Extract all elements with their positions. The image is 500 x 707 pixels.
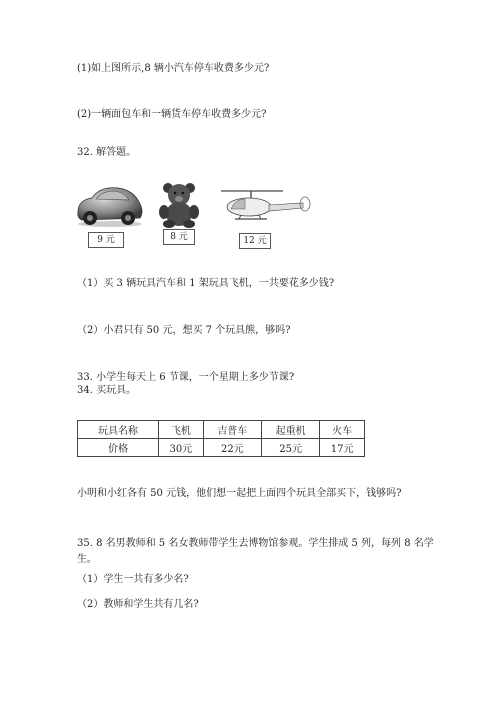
table-cell: 25元 bbox=[261, 439, 319, 457]
helicopter-price-tag: 12 元 bbox=[239, 233, 271, 249]
table-row bbox=[78, 439, 365, 457]
q35-sub-question-2: （2）教师和学生共有几名? bbox=[77, 599, 199, 610]
q34-question: 小明和小红各有 50 元钱，他们想一起把上面四个玩具全部买下，钱够吗? bbox=[77, 488, 402, 499]
table-header-row bbox=[78, 421, 365, 439]
table-cell: 飞机 bbox=[159, 421, 204, 439]
q32-sub-question-1: （1）买 3 辆玩具汽车和 1 架玩具飞机，一共要花多少钱? bbox=[77, 278, 335, 289]
q33-title: 33. 小学生每天上 6 节课，一个星期上多少节课? bbox=[77, 372, 295, 383]
table-cell: 价格 bbox=[78, 439, 159, 457]
car-price-tag: 9 元 bbox=[88, 232, 124, 248]
table-cell: 30元 bbox=[159, 439, 204, 457]
toy-helicopter-icon bbox=[215, 187, 315, 229]
bear-price-tag: 8 元 bbox=[163, 229, 195, 245]
teddy-bear-icon bbox=[154, 182, 204, 228]
toy-price-table bbox=[77, 420, 365, 457]
q32-sub-question-2: （2）小君只有 50 元，想买 7 个玩具熊，够吗? bbox=[77, 325, 291, 336]
parking-question-1: (1)如上图所示,8 辆小汽车停车收费多少元? bbox=[77, 63, 270, 74]
table-cell: 吉普车 bbox=[203, 421, 261, 439]
q35-title: 35. 8 名男教师和 5 名女教师带学生去博物馆参观。学生排成 5 列，每列 8 名学生。 bbox=[77, 538, 434, 565]
table-cell: 17元 bbox=[320, 439, 365, 457]
table-cell: 22元 bbox=[203, 439, 261, 457]
q35-sub-question-1: （1）学生一共有多少名? bbox=[77, 574, 189, 585]
table-cell: 起重机 bbox=[261, 421, 319, 439]
q34-title: 34. 买玩具。 bbox=[77, 385, 137, 396]
parking-question-2: (2)一辆面包车和一辆货车停车收费多少元? bbox=[77, 109, 267, 120]
table-cell: 火车 bbox=[320, 421, 365, 439]
q32-title: 32. 解答题。 bbox=[77, 147, 137, 158]
toy-car-icon bbox=[74, 182, 146, 228]
table-cell: 玩具名称 bbox=[78, 421, 159, 439]
